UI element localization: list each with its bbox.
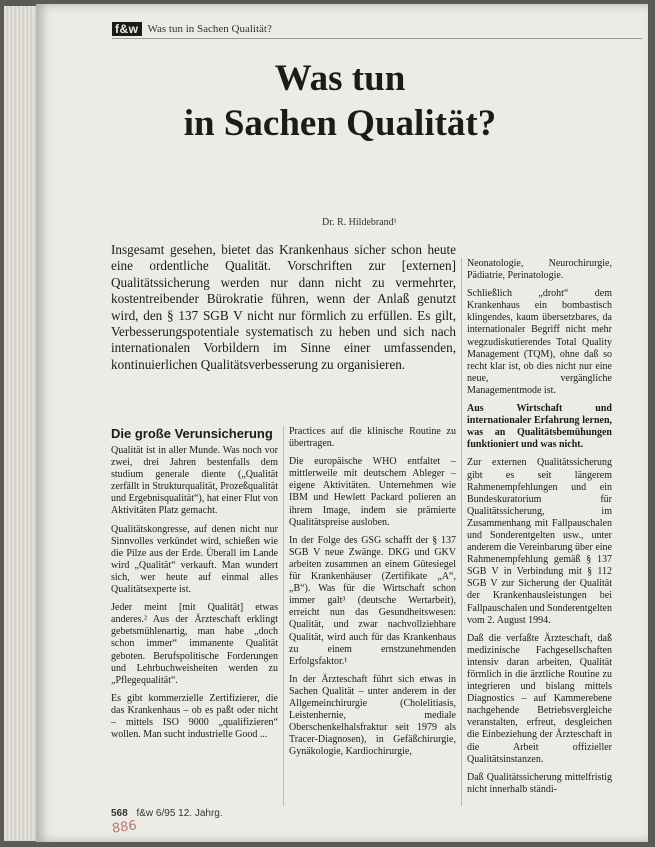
column-divider <box>283 426 284 806</box>
journal-logo: f&w <box>112 22 142 36</box>
author-line: Dr. R. Hildebrand¹ <box>322 217 397 228</box>
page-footer <box>111 808 223 819</box>
header-rule <box>112 38 642 39</box>
paragraph: In der Ärzteschaft führt sich etwas in Sachen Qualität – unter anderem in der Allgemeinchirurgie (Cholelitiasis, Leistenhernie, mediale Oberschenkelhalsfraktur seit 1979 als Tracer-Diagnosen), in Gefäßchirurgie, Gynäkologie, Kardiochirurgie, <box>289 673 456 758</box>
section-heading: Die große Verunsicherung <box>111 426 273 441</box>
running-title: Was tun in Sachen Qualität? <box>147 23 272 35</box>
paragraph: Zur externen Qualitätssicherung gibt es seit längerem Rahmenempfehlungen und ein Bundeskuratorium für Qualitätssicherung, im Zusammenhang mit Fallpauschalen und Sonderentgelten usw., unter anderem die Vereinbarung über eine Rahmenempfehlung gemäß § 137 SGB V in Verbindung mit § 112 SGB V zur Sicherung der Qualität der Krankenhausleistungen bei Fallpauschalen und Sonderentgelten vom 2. August 1994. <box>467 457 612 626</box>
article-title <box>100 56 580 146</box>
paragraph: Qualitätskongresse, auf denen nicht nur Sinnvolles verkündet wird, schießen wie die Pilze aus der Erde. Überall im Lande wird „Qualität“ verkauft. Man wundert sich, wer heute auf einmal alles Qualitätsexperte ist. <box>111 523 278 596</box>
journal-issue: f&w 6/95 12. Jahrg. <box>136 808 223 819</box>
handwritten-stamp: 886 <box>111 818 138 837</box>
book-page-edges <box>4 6 38 841</box>
column-3 <box>467 258 612 802</box>
paragraph: Neonatologie, Neurochirurgie, Pädiatrie, Perinatologie. <box>467 258 612 282</box>
paragraph: In der Folge des GSG schafft der § 137 SGB V neue Zwänge. DKG und GKV arbeiten zusammen an einem Gütesiegel für Krankenhäuser (Zertifikate „A“, „B“). Was für die Wirtschaft schon immer galt³ (deutsche Wertarbeit), erreicht nun das Gesundheitswesen: Qualität, und zwar nachvollziehbare Qualität, wird auch für das Krankenhaus zu einem ernstzunehmenden Erfolgsfaktor.¹ <box>289 534 456 667</box>
column-2 <box>289 426 456 764</box>
running-header <box>112 22 272 36</box>
page-number: 568 <box>111 808 128 819</box>
paragraph: Daß die verfaßte Ärzteschaft, daß medizinische Fachgesellschaften intensiv daran arbeiten, Qualität förmlich in die ärztliche Routine zu integrieren und bislang mittels Diagnostics – auf Kammerebene nachgehende Betriebsvergleiche veranstalten, erfreut, desgleichen die Einbeziehung der Ärzteschaft in die Arbeit offizieller Qualitätsinstanzen. <box>467 632 612 765</box>
paragraph: Schließlich „droht“ dem Krankenhaus ein bombastisch klingendes, kaum übersetzbares, da internationaler Begriff nicht mehr wegzudiskutierendes Total Quality Management (TQM), ohne daß so recht klar ist, ob dies nicht nur eine neue, vergängliche Managementmode ist. <box>467 288 612 396</box>
intro-paragraph: Insgesamt gesehen, bietet das Krankenhaus sicher schon heute eine ordentliche Qualität. Vorschriften zur [externen] Qualitätssicherung werden nur dann nicht zu vermehrter, kostentreibender Bürokratie führen, wenn der Anlaß genutzt wird, den § 137 SGB V nicht nur förmlich zu erfüllen. Es gilt, Verbesserungspotentiale systematisch zu heben und sich nach internationalen Vorbildern im Sinne einer umfassenden, kontinuierlichen Qualitätsverbesserung zu organisieren. <box>111 242 456 372</box>
title-line-2: in Sachen Qualität? <box>183 103 497 144</box>
paragraph: Die europäische WHO entfaltet – mittlerweile mit deutschem Ableger – eigene Aktivitäten. Unternehmen wie IBM und Hewlett Packard polieren an ihrem Image, indem sie prämierte Qualitätspreise ausloben. <box>289 456 456 528</box>
bold-lead-paragraph: Aus Wirtschaft und internationaler Erfahrung lernen, was an Qualitätsbemühungen funktioniert und was nicht. <box>467 403 612 451</box>
paragraph: Daß Qualitätssicherung mittelfristig nicht innerhalb ständi- <box>467 771 612 795</box>
paragraph: Practices auf die klinische Routine zu übertragen. <box>289 426 456 450</box>
paragraph: Jeder meint [mit Qualität] etwas anderes.² Aus der Ärzteschaft erklingt gebetsmühlenartig, man habe „doch schon immer“ immanente Qualität geboten. Berufspolitische Forderungen und Lehrbuchweisheiten werden zu „Pflegequalität“. <box>111 602 278 686</box>
column-divider <box>461 258 462 806</box>
paragraph: Es gibt kommerzielle Zertifizierer, die das Krankenhaus – ob es paßt oder nicht – mittels ISO 9000 „qualifizieren“ wollen. Man sucht industrielle Good ... <box>111 692 278 741</box>
title-line-1: Was tun <box>274 58 406 99</box>
paragraph: Qualität ist in aller Munde. Was noch vor zwei, drei Jahren bestenfalls dem studium generale diente („Qualität zerfällt in Strukturqualität, Prozeßqualität und Ergebnisqualität“), hat einer Flut von Aktivitäten Platz gemacht. <box>111 445 278 517</box>
column-1 <box>111 426 278 747</box>
